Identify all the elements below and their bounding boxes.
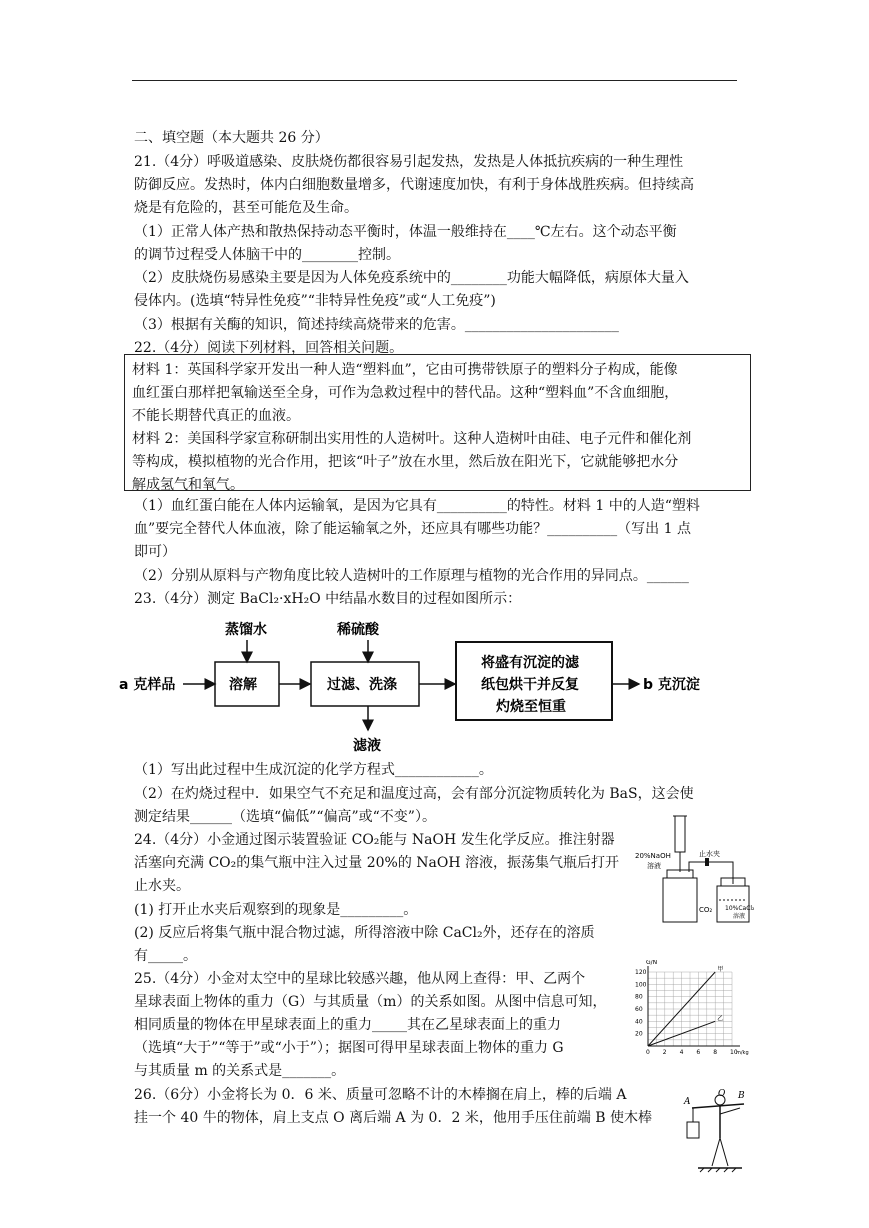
y-tick-label: 80 — [635, 993, 643, 1001]
q22-line: （2）分别从原料与产物角度比较人造树叶的工作原理与植物的光合作用的异同点。______ — [134, 568, 689, 584]
co2-label: CO₂ — [699, 906, 713, 914]
q21-line: （3）根据有关酶的知识，简述持续高烧带来的危害。______________________ — [134, 317, 619, 333]
q21-line: （1）正常人体产热和散热保持动态平衡时，体温一般维持在____℃左右。这个动态平衡 — [134, 224, 677, 240]
q25-line: 25.（4分）小金对太空中的星球比较感兴趣，他从网上查得：甲、乙两个 — [134, 971, 586, 987]
y-tick-label: 100 — [635, 981, 647, 989]
y-tick-label: 120 — [635, 969, 647, 976]
q24-line: 止水夹。 — [134, 878, 190, 894]
q23-line: （2）在灼烧过程中．如果空气不充足和温度过高，会有部分沉淀物质转化为 BaS，这会使 — [134, 786, 694, 802]
q24-line: (2) 反应后将集气瓶中混合物过滤，所得溶液中除 CaCl₂外，还存在的溶质 — [134, 925, 595, 941]
material-line: 解成氢气和氧气。 — [132, 477, 244, 493]
y-tick-label: 40 — [635, 1018, 643, 1026]
q25-line: 与其质量 m 的关系式是_______。 — [134, 1063, 346, 1079]
q23-line: 23.（4分）测定 BaCl₂·xH₂O 中结晶水数目的过程如图所示： — [134, 591, 522, 607]
cacl-label: 10%CaCl₂ — [725, 905, 755, 912]
q21-line: 的调节过程受人体脑干中的________控制。 — [134, 247, 400, 263]
q21-line: 烧是有危险的，甚至可能危及生命。 — [134, 200, 358, 216]
q21-line: 防御反应。发热时，体内白细胞数量增多，代谢速度加快，有利于身体战胜疾病。但持续高 — [134, 177, 694, 193]
flow-box3-line: 纸包烘干并反复 — [481, 677, 579, 693]
lever-figure — [678, 1082, 750, 1174]
point-b-label: B — [738, 1091, 745, 1101]
material-line: 材料 2：美国科学家宣称研制出实用性的人造树叶。这种人造树叶由硅、电子元件和催化剂 — [132, 431, 692, 447]
x-tick-label: 6 — [696, 1049, 701, 1056]
flow-top2-label: 稀硫酸 — [337, 622, 379, 638]
q22-line: 即可） — [134, 544, 176, 560]
q25-line: 相同质量的物体在甲星球表面上的重力_____其在乙星球表面上的重力 — [134, 1017, 561, 1033]
q23-line: （1）写出此过程中生成沉淀的化学方程式____________。 — [134, 762, 493, 778]
apparatus-figure — [633, 812, 763, 932]
x-tick-label: 0 — [646, 1049, 650, 1056]
x-axis-label: m/kg — [736, 1050, 749, 1056]
naoh-label: 20%NaOH — [635, 852, 671, 860]
g-m-chart — [626, 960, 756, 1060]
material-line: 血红蛋白那样把氧输送至全身，可作为急救过程中的替代品。这种“塑料血”不含血细胞， — [132, 385, 679, 401]
material-line: 材料 1：英国科学家开发出一种人造“塑料血”，它由可携带铁原子的塑料分子构成，能像 — [132, 362, 678, 378]
x-tick-label: 2 — [662, 1049, 667, 1056]
x-tick-label: 4 — [679, 1049, 684, 1056]
cacl-label: 溶液 — [733, 913, 746, 920]
top-rule — [132, 80, 737, 81]
flow-box3-line: 灼烧至恒重 — [496, 699, 566, 715]
q21-line: （2）皮肤烧伤易感染主要是因为人体免疫系统中的________功能大幅降低，病原体大量入 — [134, 270, 689, 286]
q22-line: 血”要完全替代人体血液，除了能运输氧之外，还应具有哪些功能？__________（写出 1 点 — [134, 521, 691, 537]
naoh-label: 溶液 — [647, 862, 661, 870]
q24-line: 有_____。 — [134, 948, 197, 964]
y-tick-label: 20 — [635, 1030, 643, 1038]
x-tick-label: 8 — [713, 1049, 718, 1056]
y-axis-label: G/N — [646, 960, 658, 966]
series-label: 乙 — [717, 1015, 724, 1023]
q24-line: 活塞向充满 CO₂的集气瓶中注入过量 20%的 NaOH 溶液，振荡集气瓶后打开 — [134, 855, 620, 871]
flow-box1-label: 溶解 — [229, 677, 257, 693]
series-label: 甲 — [717, 966, 724, 973]
flow-output-label: b 克沉淀 — [643, 677, 700, 693]
flow-top1-label: 蒸馏水 — [225, 622, 267, 638]
clip-label: 止水夹 — [699, 850, 720, 858]
q25-line: 星球表面上物体的重力（G）与其质量（m）的关系如图。从图中信息可知， — [134, 994, 607, 1010]
q23-line: 测定结果______（选填“偏低”“偏高”或“不变”）。 — [134, 809, 436, 825]
q22-line: （1）血红蛋白能在人体内运输氧，是因为它具有__________的特性。材料 1 中的人造“塑料 — [134, 498, 700, 514]
material-line: 等构成，模拟植物的光合作用，把该“叶子”放在水里，然后放在阳光下，它就能够把水分 — [132, 454, 679, 470]
material-line: 不能长期替代真正的血液。 — [132, 408, 300, 424]
flow-bottom-label: 滤液 — [353, 738, 381, 754]
q26-line: 26.（6分）小金将长为 0．6 米、质量可忽略不计的木棒搁在肩上，棒的后端 A — [134, 1087, 627, 1103]
point-a-label: A — [684, 1097, 691, 1107]
x-tick-label: 10 — [730, 1049, 738, 1056]
point-o-label: O — [718, 1089, 726, 1099]
q26-line: 挂一个 40 牛的物体，肩上支点 O 离后端 A 为 0．2 米，他用手压住前端 B 使木棒 — [134, 1110, 653, 1126]
q25-line: （选填“大于”“等于”或“小于”）；据图可得甲星球表面上物体的重力 G — [134, 1040, 564, 1056]
flow-box3-line: 将盛有沉淀的滤 — [481, 655, 579, 671]
q24-line: (1) 打开止水夹后观察到的现象是_________。 — [134, 902, 418, 918]
flow-box2-label: 过滤、洗涤 — [327, 677, 397, 693]
q21-line: 侵体内。(选填“特异性免疫”“非特异性免疫”或“人工免疫”) — [134, 293, 496, 309]
q21-line: 21.（4分）呼吸道感染、皮肤烧伤都很容易引起发热，发热是人体抵抗疾病的一种生理性 — [134, 154, 684, 170]
flow-diagram — [115, 612, 735, 757]
q22-line: 22.（4分）阅读下列材料，回答相关问题。 — [134, 340, 404, 356]
section-heading: 二、填空题（本大题共 26 分） — [134, 130, 329, 146]
y-tick-label: 60 — [635, 1006, 643, 1013]
q24-line: 24.（4分）小金通过图示装置验证 CO₂能与 NaOH 发生化学反应。推注射器 — [134, 832, 615, 848]
flow-input-label: a 克样品 — [119, 677, 176, 693]
